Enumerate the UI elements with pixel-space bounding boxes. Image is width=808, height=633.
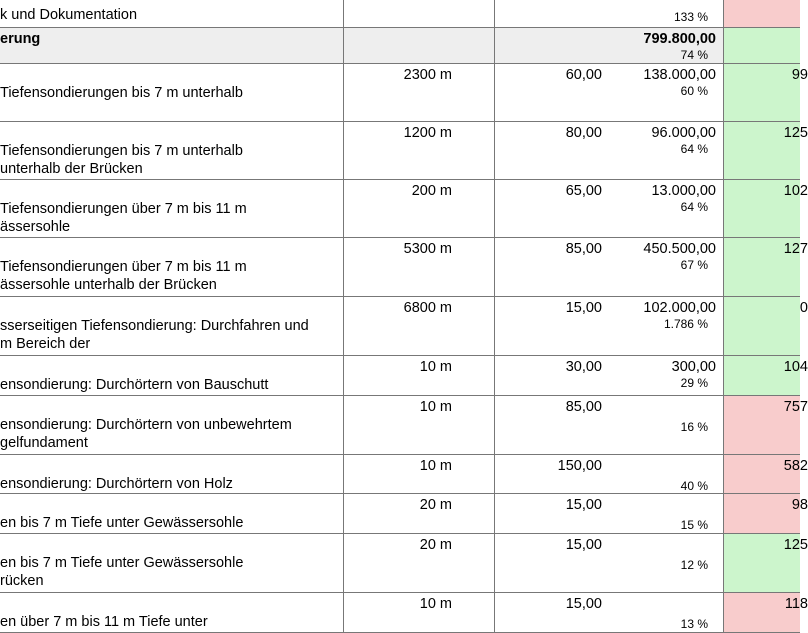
description-line: ässersohle unterhalb der Brücken [0, 277, 217, 293]
total-price: 13.000,00 [651, 183, 716, 199]
comparison-value: 127 [783, 241, 808, 257]
table-row [0, 238, 808, 297]
description-line [0, 457, 340, 475]
total-price: 96.000,00 [651, 125, 716, 141]
percentage: 40 % [680, 479, 708, 493]
comparison-cell [724, 0, 800, 27]
quantity: 10 m [419, 596, 452, 612]
description-line: ässersohle [0, 219, 71, 235]
column-divider [343, 297, 344, 355]
table-row [0, 180, 808, 238]
description-line [0, 536, 340, 554]
comparison-value: 99 [791, 67, 808, 83]
total-price: 138.000,00 [643, 67, 716, 83]
description-line [0, 496, 340, 514]
unit-price: 60,00 [565, 67, 602, 83]
comparison-value: 582 [783, 458, 808, 474]
description-line: en bis 7 m Tiefe unter Gewässersohle [0, 515, 244, 531]
table-row [0, 455, 808, 494]
unit-price: 30,00 [565, 359, 602, 375]
quantity: 2300 m [403, 67, 452, 83]
table-row [0, 534, 808, 593]
table-row [0, 494, 808, 534]
item-description [0, 496, 340, 532]
table-row [0, 297, 808, 356]
total-price: 450.500,00 [643, 241, 716, 257]
quantity: 10 m [419, 458, 452, 474]
table-row [0, 0, 800, 28]
description-line: sserseitigen Tiefensondierung: Durchfahren und [0, 318, 309, 334]
quantity: 1200 m [403, 125, 452, 141]
item-description [0, 595, 340, 631]
column-divider [343, 593, 344, 632]
description-line: Tiefensondierungen über 7 m bis 11 m [0, 201, 247, 217]
percentage: 13 % [680, 617, 708, 631]
column-divider [494, 494, 495, 533]
column-divider [343, 534, 344, 592]
description-line [0, 299, 340, 317]
item-description [0, 30, 340, 48]
description-line: m Bereich der [0, 336, 91, 352]
total-price: 300,00 [671, 359, 716, 375]
description-line [0, 124, 340, 142]
comparison-value: 104 [783, 359, 808, 375]
column-divider [494, 64, 495, 121]
unit-price: 15,00 [565, 497, 602, 513]
comparison-cell [724, 28, 800, 63]
column-divider [343, 64, 344, 121]
column-divider [343, 28, 344, 63]
column-divider [723, 28, 724, 63]
comparison-value: 0 [799, 300, 808, 316]
description-line: ensondierung: Durchörtern von Holz [0, 476, 233, 492]
column-divider [343, 455, 344, 493]
table-row [0, 396, 808, 455]
unit-price: 85,00 [565, 241, 602, 257]
item-description [0, 182, 340, 236]
item-description [0, 6, 340, 24]
description-line [0, 398, 340, 416]
comparison-value: 102 [783, 183, 808, 199]
item-description [0, 124, 340, 178]
quantity: 20 m [419, 497, 452, 513]
item-description [0, 299, 340, 353]
column-divider [494, 356, 495, 395]
column-divider [494, 534, 495, 592]
description-line: erung [0, 31, 41, 47]
table-row [0, 356, 808, 396]
comparison-value: 125 [783, 125, 808, 141]
percentage: 74 % [680, 48, 708, 62]
column-divider [494, 28, 495, 63]
column-divider [343, 122, 344, 179]
item-description [0, 457, 340, 493]
quantity: 10 m [419, 399, 452, 415]
comparison-value: 757 [783, 399, 808, 415]
quantity: 200 m [411, 183, 452, 199]
comparison-value: 125 [783, 537, 808, 553]
description-line [0, 240, 340, 258]
percentage: 64 % [680, 142, 708, 156]
item-description [0, 398, 340, 452]
column-divider [494, 396, 495, 454]
percentage: 16 % [680, 420, 708, 434]
description-line: gelfundament [0, 435, 88, 451]
quantity: 5300 m [403, 241, 452, 257]
item-description [0, 66, 340, 102]
table-row [0, 122, 808, 180]
column-divider [343, 0, 344, 27]
description-line [0, 595, 340, 613]
column-divider [343, 356, 344, 395]
column-divider [494, 455, 495, 493]
description-line: Tiefensondierungen über 7 m bis 11 m [0, 259, 247, 275]
unit-price: 65,00 [565, 183, 602, 199]
unit-price: 150,00 [557, 458, 602, 474]
group-row [0, 28, 800, 64]
percentage: 15 % [680, 518, 708, 532]
description-line [0, 358, 340, 376]
description-line: ensondierung: Durchörtern von Bauschutt [0, 377, 269, 393]
unit-price: 15,00 [565, 537, 602, 553]
column-divider [494, 593, 495, 632]
quantity: 20 m [419, 537, 452, 553]
comparison-value: 118 [784, 596, 808, 612]
column-divider [723, 0, 724, 27]
item-description [0, 358, 340, 394]
total-price: 799.800,00 [643, 31, 716, 47]
description-line: rücken [0, 573, 44, 589]
quantity: 10 m [419, 359, 452, 375]
percentage: 1.786 % [663, 317, 708, 331]
percentage: 67 % [680, 258, 708, 272]
description-line: en über 7 m bis 11 m Tiefe unter [0, 614, 208, 630]
unit-price: 15,00 [565, 596, 602, 612]
quantity: 6800 m [403, 300, 452, 316]
column-divider [343, 180, 344, 237]
description-line: Tiefensondierungen bis 7 m unterhalb [0, 143, 243, 159]
unit-price: 85,00 [565, 399, 602, 415]
table-row [0, 64, 808, 122]
description-line: k und Dokumentation [0, 7, 138, 23]
percentage: 64 % [680, 200, 708, 214]
column-divider [343, 396, 344, 454]
column-divider [494, 238, 495, 296]
percentage: 29 % [680, 376, 708, 390]
description-line [0, 182, 340, 200]
description-line: ensondierung: Durchörtern von unbewehrtem [0, 417, 292, 433]
unit-price: 15,00 [565, 300, 602, 316]
description-line: Tiefensondierungen bis 7 m unterhalb [0, 85, 243, 101]
percentage: 133 % [673, 10, 708, 24]
unit-price: 80,00 [565, 125, 602, 141]
description-line [0, 66, 340, 84]
total-price: 102.000,00 [643, 300, 716, 316]
description-line: en bis 7 m Tiefe unter Gewässersohle [0, 555, 244, 571]
comparison-value: 98 [791, 497, 808, 513]
item-description [0, 536, 340, 590]
table-row [0, 593, 808, 633]
column-divider [343, 238, 344, 296]
column-divider [494, 122, 495, 179]
percentage: 60 % [680, 84, 708, 98]
column-divider [494, 0, 495, 27]
column-divider [343, 494, 344, 533]
percentage: 12 % [680, 558, 708, 572]
item-description [0, 240, 340, 294]
description-line: unterhalb der Brücken [0, 161, 143, 177]
column-divider [494, 297, 495, 355]
column-divider [494, 180, 495, 237]
